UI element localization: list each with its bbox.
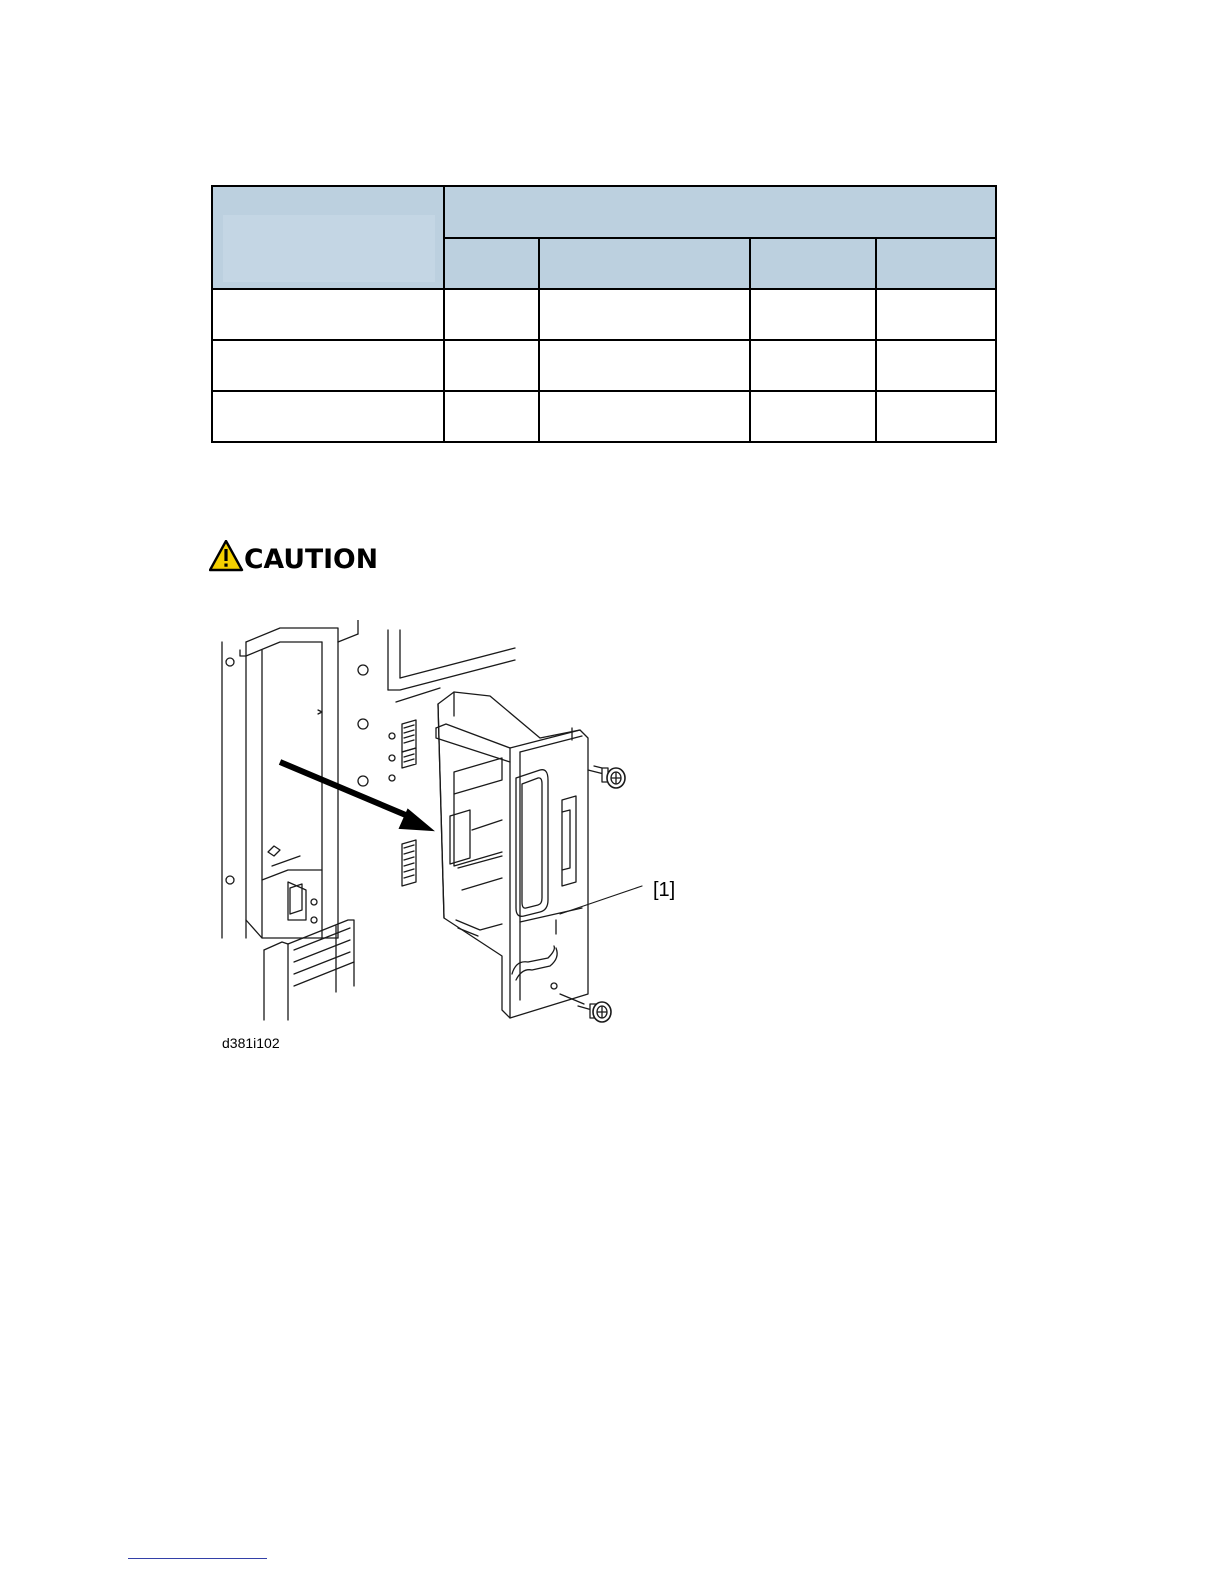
table-cell bbox=[539, 391, 750, 442]
figure-id: d381i102 bbox=[222, 1035, 280, 1051]
table-subheader bbox=[539, 238, 750, 289]
table-cell bbox=[212, 340, 444, 391]
table-group-header bbox=[444, 186, 996, 238]
table-row bbox=[212, 340, 996, 391]
table-row bbox=[212, 289, 996, 340]
callout-label: [1] bbox=[653, 879, 676, 901]
top-screw-icon bbox=[588, 766, 625, 788]
warning-triangle-icon bbox=[210, 541, 242, 570]
board-removal-illustration bbox=[210, 620, 730, 1040]
table-cell bbox=[212, 391, 444, 442]
table-subheader bbox=[444, 238, 539, 289]
machine-frame bbox=[222, 620, 368, 1020]
table-cell bbox=[539, 340, 750, 391]
table-cell bbox=[444, 289, 539, 340]
table-corner-header bbox=[212, 186, 444, 289]
spec-table bbox=[211, 185, 997, 443]
controller-board-unit bbox=[436, 692, 588, 1018]
table-cell bbox=[539, 289, 750, 340]
caution-label: CAUTION bbox=[244, 544, 378, 572]
bottom-screw-icon bbox=[578, 1002, 611, 1022]
table-subheader bbox=[876, 238, 996, 289]
callout-leader-line bbox=[560, 886, 642, 914]
table-cell bbox=[750, 289, 876, 340]
table-subheader bbox=[750, 238, 876, 289]
table-row bbox=[212, 391, 996, 442]
table-header-row bbox=[212, 186, 996, 238]
table-cell bbox=[444, 391, 539, 442]
removal-arrow-icon bbox=[280, 762, 432, 830]
table-cell bbox=[876, 391, 996, 442]
table-cell bbox=[444, 340, 539, 391]
table-cell bbox=[212, 289, 444, 340]
footer-rule bbox=[128, 1558, 267, 1559]
caution-banner bbox=[209, 540, 381, 572]
table-cell bbox=[876, 340, 996, 391]
table-cell bbox=[876, 289, 996, 340]
table-cell bbox=[750, 340, 876, 391]
table-cell bbox=[750, 391, 876, 442]
